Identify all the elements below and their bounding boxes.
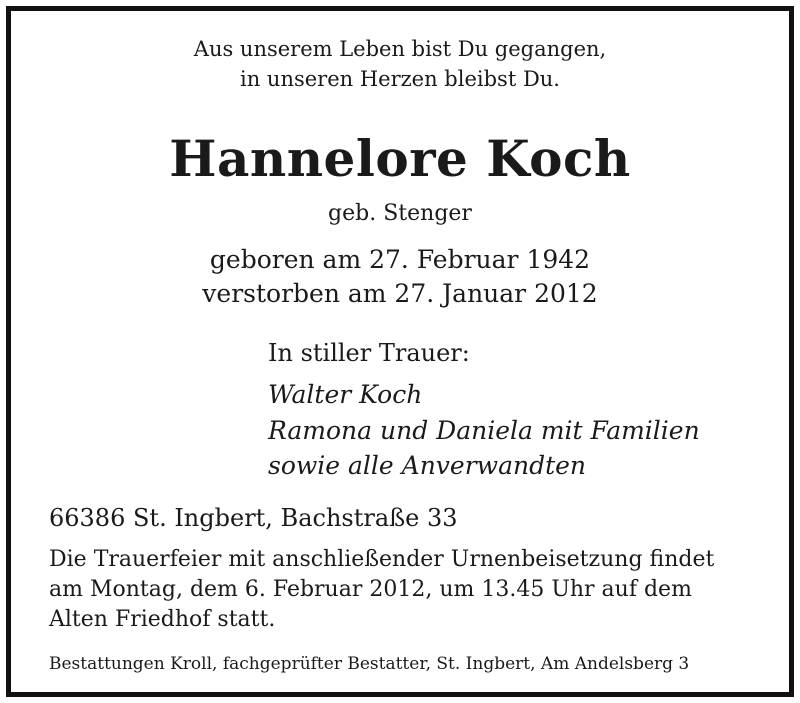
obituary-notice xyxy=(6,6,794,697)
mourner-1: Walter Koch xyxy=(268,380,423,409)
mourner-2: Ramona und Daniela mit Familien xyxy=(268,416,700,445)
death-date: verstorben am 27. Januar 2012 xyxy=(202,279,598,308)
undertaker-info: Bestattungen Kroll, fachgeprüfter Bestatter, St. Ingbert, Am Andelsberg 3 xyxy=(49,654,690,674)
address: 66386 St. Ingbert, Bachstraße 33 xyxy=(49,504,458,532)
birth-date: geboren am 27. Februar 1942 xyxy=(209,245,591,274)
mourner-3: sowie alle Anverwandten xyxy=(268,451,587,480)
funeral-notice-line-3: Alten Friedhof statt. xyxy=(49,607,276,632)
motto-line-1: Aus unserem Leben bist Du gegangen, xyxy=(193,37,607,61)
maiden-name: geb. Stenger xyxy=(328,201,472,226)
funeral-notice-line-2: am Montag, dem 6. Februar 2012, um 13.45 Uhr auf dem xyxy=(49,577,692,602)
funeral-notice-line-1: Die Trauerfeier mit anschließender Urnenbeisetzung findet xyxy=(49,547,715,572)
deceased-name: Hannelore Koch xyxy=(169,129,631,188)
mourning-heading: In stiller Trauer: xyxy=(268,339,470,367)
motto-line-2: in unseren Herzen bleibst Du. xyxy=(240,67,560,91)
